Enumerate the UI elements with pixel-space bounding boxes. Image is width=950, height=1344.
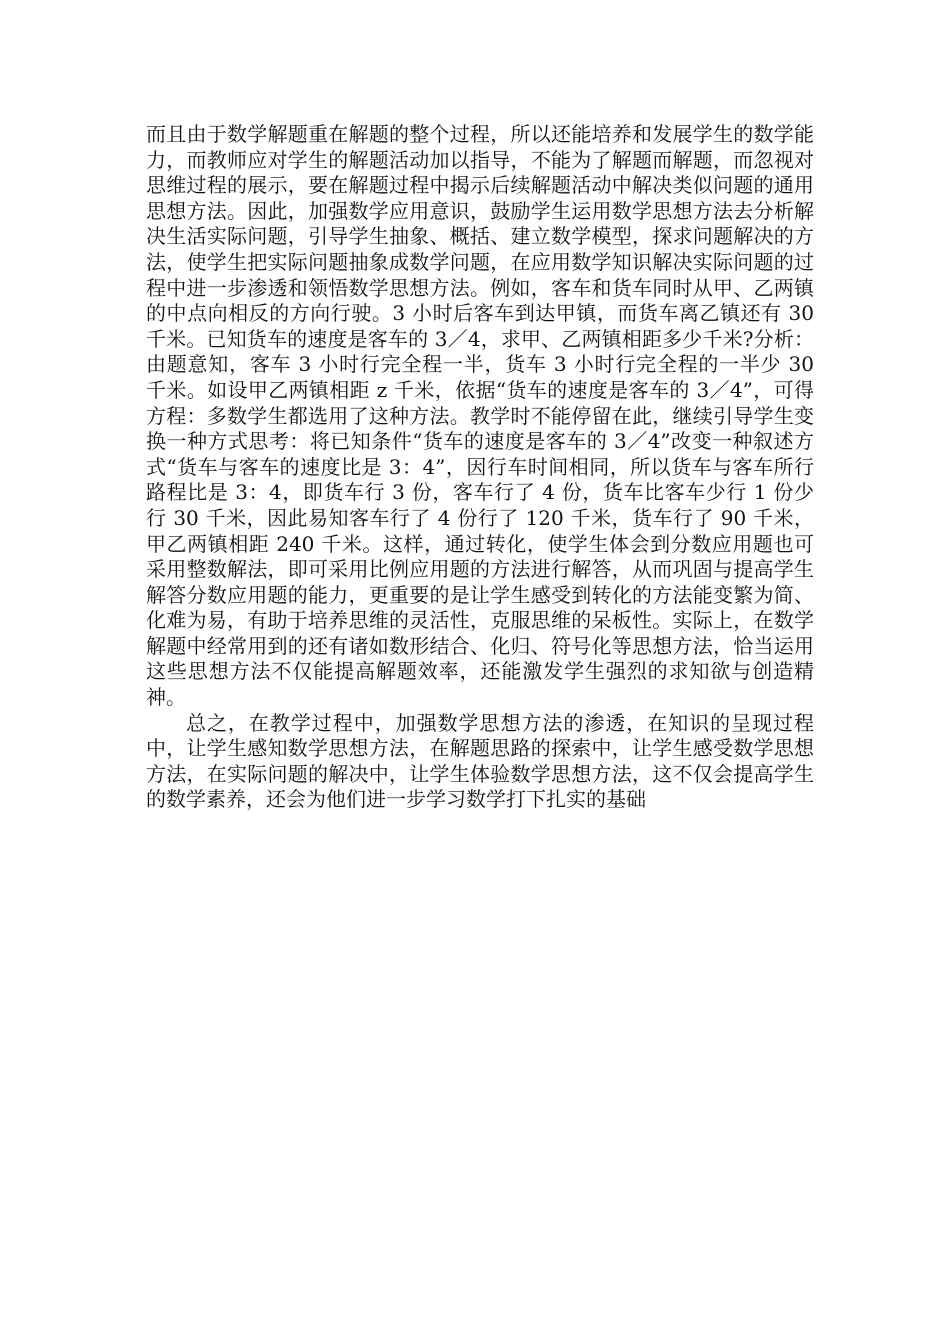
body-paragraph-1: 而且由于数学解题重在解题的整个过程，所以还能培养和发展学生的数学能力，而教师应对学生的解题活动加以指导，不能为了解题而解题，而忽视对思维过程的展示，要在解题过程中揭示后续解题活动中解决类似问题的通用思想方法。因此，加强数学应用意识，鼓励学生运用数学思想方法去分析解决生活实际问题，引导学生抽象、概括、建立数学模型，探求问题解决的方法，使学生把实际问题抽象成数学问题，在应用数学知识解决实际问题的过程中进一步渗透和领悟数学思想方法。例如，客车和货车同时从甲、乙两镇的中点向相反的方向行驶。3 小时后客车到达甲镇，而货车离乙镇还有 30 千米。已知货车的速度是客车的 3／4，求甲、乙两镇相距多少千米?分析：由题意知，客车 3 小时行完全程一半，货车 3 小时行完全程的一半少 30 千米。如设甲乙两镇相距 z 千米，依据“货车的速度是客车的 3／4”，可得方程：多数学生都选用了这种方法。教学时不能停留在此，继续引导学生变换一种方式思考：将已知条件“货车的速度是客车的 3／4”改变一种叙述方式“货车与客车的速度比是 3：4”，因行车时间相同，所以货车与客车所行路程比是 3：4，即货车行 3 份，客车行了 4 份，货车比客车少行 1 份少行 30 千米，因此易知客车行了 4 份行了 120 千米，货车行了 90 千米，甲乙两镇相距 240 千米。这样，通过转化，使学生体会到分数应用题也可采用整数解法，即可采用比例应用题的方法进行解答，从而巩固与提高学生解答分数应用题的能力，更重要的是让学生感受到转化的方法能变繁为简、化难为易，有助于培养思维的灵活性，克服思维的呆板性。实际上，在数学解题中经常用到的还有诸如数形结合、化归、符号化等思想方法，恰当运用这些思想方法不仅能提高解题效率，还能激发学生强烈的求知欲与创造精神。 — [146, 122, 814, 710]
document-body — [146, 122, 814, 813]
body-paragraph-2: 总之，在教学过程中，加强数学思想方法的渗透，在知识的呈现过程中，让学生感知数学思想方法，在解题思路的探索中，让学生感受数学思想方法，在实际问题的解决中，让学生体验数学思想方法，这不仅会提高学生的数学素养，还会为他们进一步学习数学打下扎实的基础 — [146, 710, 814, 812]
